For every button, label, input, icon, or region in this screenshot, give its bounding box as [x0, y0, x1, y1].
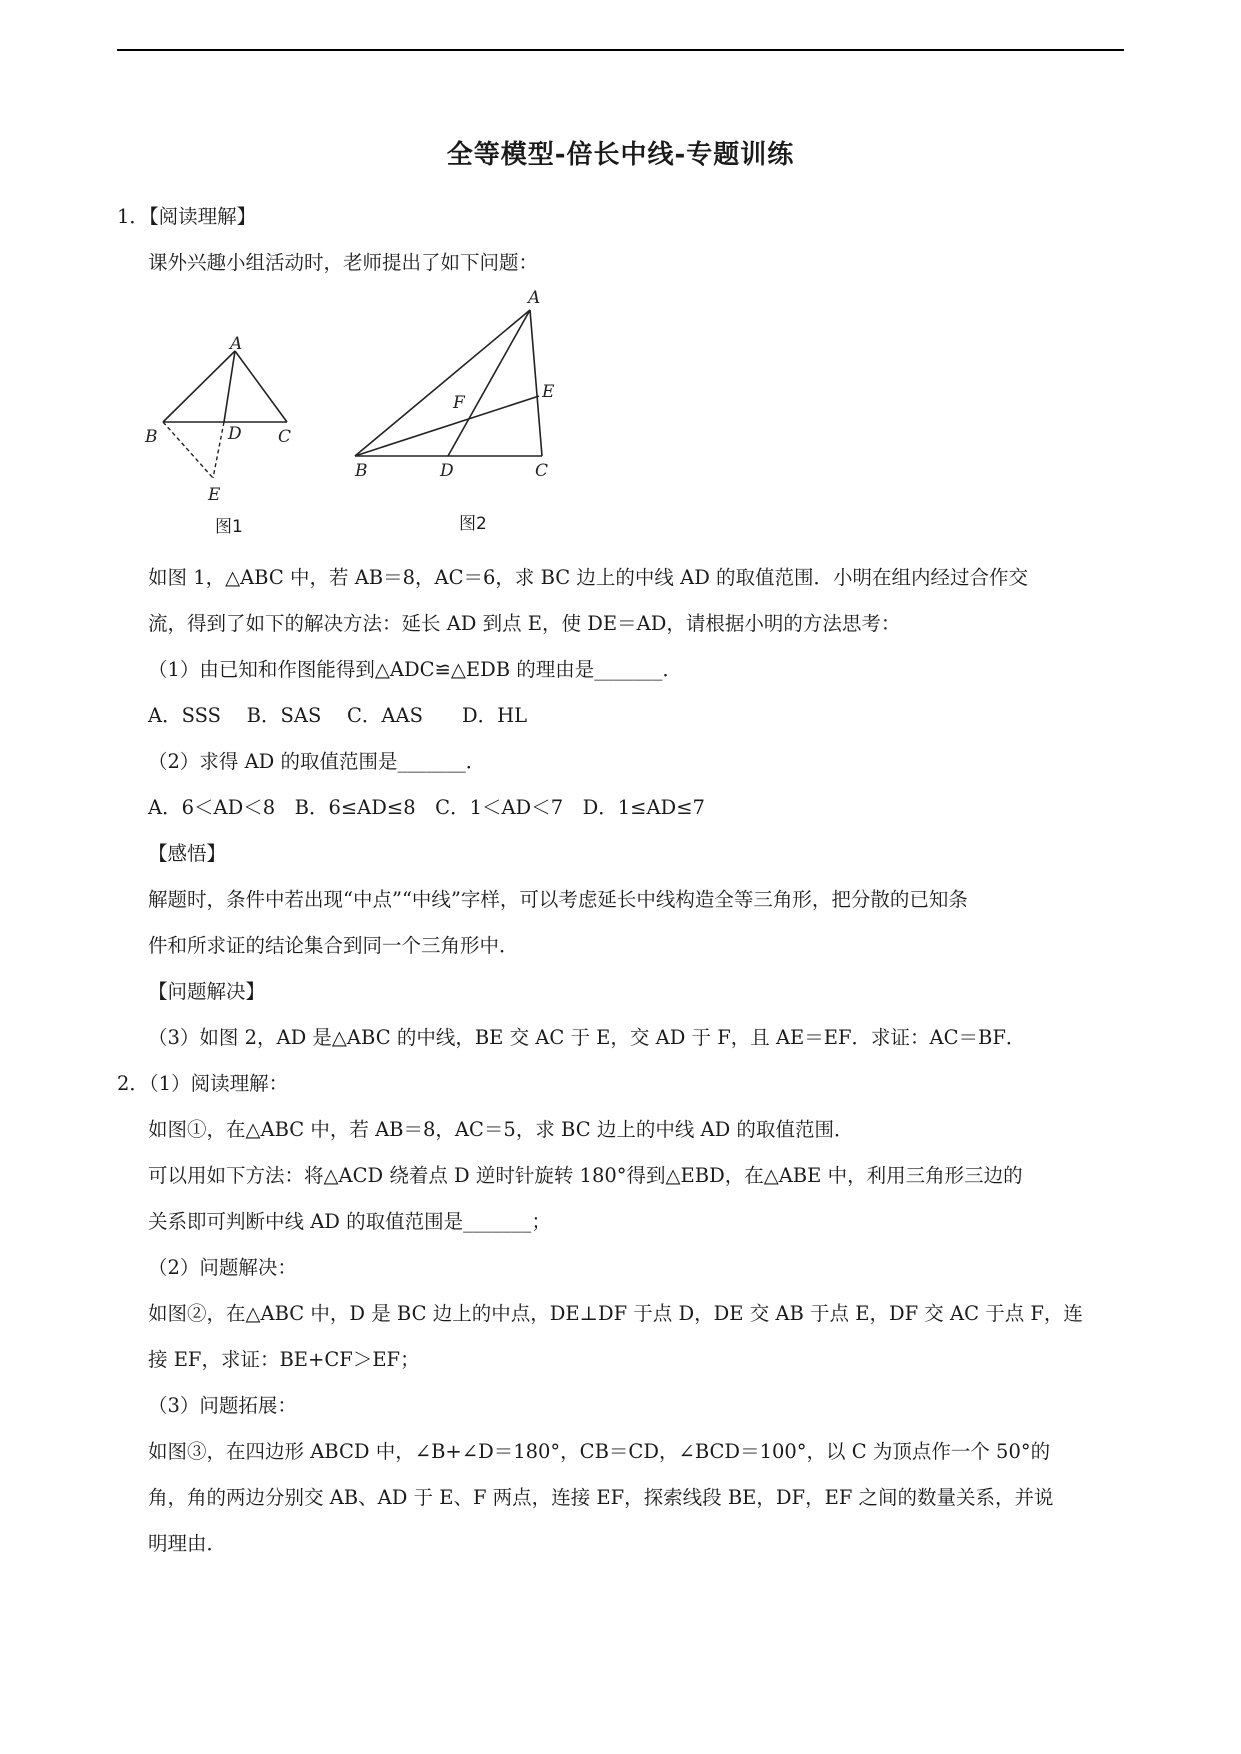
label-c: C — [278, 427, 292, 447]
q2-subquestion-1-header: （1）阅读理解： — [148, 1072, 289, 1095]
question-number: 2． — [117, 1072, 149, 1095]
q2-s1-paragraph-1: 如图①，在△ABC 中，若 AB＝8，AC＝5，求 BC 边上的中线 AD 的取值范围． — [148, 1118, 854, 1141]
question-2 — [117, 1072, 288, 1096]
label-a: A — [230, 335, 243, 354]
figure-1-diagram — [140, 335, 310, 515]
q1-subquestion-1: （1）由已知和作图能得到△ADC≌△EDB 的理由是_______． — [148, 658, 683, 681]
figure-2-diagram — [345, 283, 575, 483]
segment-ad — [224, 351, 235, 422]
figure-1-caption: 图1 — [215, 517, 243, 537]
q2-s3-paragraph-2: 角，角的两边分别交 AB、AD 于 E、F 两点，连接 EF，探索线段 BE，DF，EF 之间的数量关系，并说 — [148, 1486, 1054, 1509]
label-c: C — [535, 461, 549, 481]
question-1 — [117, 205, 256, 229]
q1-insight-header: 【感悟】 — [148, 842, 227, 865]
q1-solve-header: 【问题解决】 — [148, 980, 266, 1003]
q1-subquestion-2-options: A．6＜AD＜8 B．6≤AD≤8 C．1＜AD＜7 D．1≤AD≤7 — [148, 796, 705, 819]
q2-s2-paragraph-2: 接 EF，求证：BE+CF＞EF； — [148, 1348, 420, 1371]
q2-s2-paragraph-1: 如图②，在△ABC 中，D 是 BC 边上的中点，DE⊥DF 于点 D，DE 交 AB 于点 E，DF 交 AC 于点 F，连 — [148, 1302, 1083, 1325]
section-header: 【阅读理解】 — [148, 205, 257, 228]
page-title: 全等模型-倍长中线-专题训练 — [446, 140, 795, 170]
q2-s1-paragraph-2: 可以用如下方法：将△ACD 绕着点 D 逆时针旋转 180°得到△EBD，在△ABE 中，利用三角形三边的 — [148, 1164, 1023, 1187]
q1-subquestion-3: （3）如图 2，AD 是△ABC 的中线，BE 交 AC 于 E，交 AD 于 F，且 AE＝EF．求证：AC＝BF． — [148, 1026, 1026, 1049]
q1-subquestion-1-options: A．SSS B．SAS C．AAS D．HL — [148, 704, 528, 727]
label-d: D — [228, 424, 242, 444]
q1-paragraph-1: 如图 1，△ABC 中，若 AB＝8，AC＝6，求 BC 边上的中线 AD 的取值范围．小明在组内经过合作交 — [148, 566, 1029, 589]
q1-insight-line-1: 解题时，条件中若出现“中点”“中线”字样，可以考虑延长中线构造全等三角形，把分散的已知条 — [148, 888, 968, 911]
question-number: 1． — [117, 205, 149, 228]
segment-ac — [235, 351, 287, 422]
label-f: F — [453, 393, 465, 413]
label-e: E — [542, 382, 555, 402]
label-a: A — [528, 288, 541, 308]
q2-s3-paragraph-1: 如图③，在四边形 ABCD 中，∠B+∠D＝180°，CB＝CD，∠BCD＝100°，以 C 为顶点作一个 50°的 — [148, 1440, 1051, 1463]
segment-ac — [530, 310, 542, 456]
segment-ab — [163, 351, 235, 422]
q1-intro: 课外兴趣小组活动时，老师提出了如下问题： — [148, 251, 539, 274]
label-e: E — [208, 485, 221, 505]
q2-s3-paragraph-3: 明理由． — [148, 1532, 227, 1555]
q2-s1-paragraph-3: 关系即可判断中线 AD 的取值范围是_______； — [148, 1210, 551, 1233]
figure-1 — [140, 335, 310, 519]
label-b: B — [355, 461, 368, 481]
q1-paragraph-2: 流，得到了如下的解决方法：延长 AD 到点 E，使 DE＝AD，请根据小明的方法思考： — [148, 612, 901, 635]
segment-de-dashed — [213, 422, 224, 478]
label-d: D — [440, 461, 454, 481]
header-rule — [117, 49, 1124, 51]
q2-subquestion-3-header: （3）问题拓展： — [148, 1394, 297, 1417]
figure-2-caption: 图2 — [459, 514, 487, 534]
figure-2 — [345, 283, 575, 487]
q1-insight-line-2: 件和所求证的结论集合到同一个三角形中． — [148, 934, 519, 957]
q2-subquestion-2-header: （2）问题解决： — [148, 1256, 297, 1279]
segment-ab — [355, 310, 530, 456]
segment-ad — [448, 310, 530, 456]
label-b: B — [145, 427, 158, 447]
segment-be-dashed — [163, 422, 213, 478]
q1-subquestion-2: （2）求得 AD 的取值范围是_______． — [148, 750, 486, 773]
segment-be — [355, 396, 539, 456]
